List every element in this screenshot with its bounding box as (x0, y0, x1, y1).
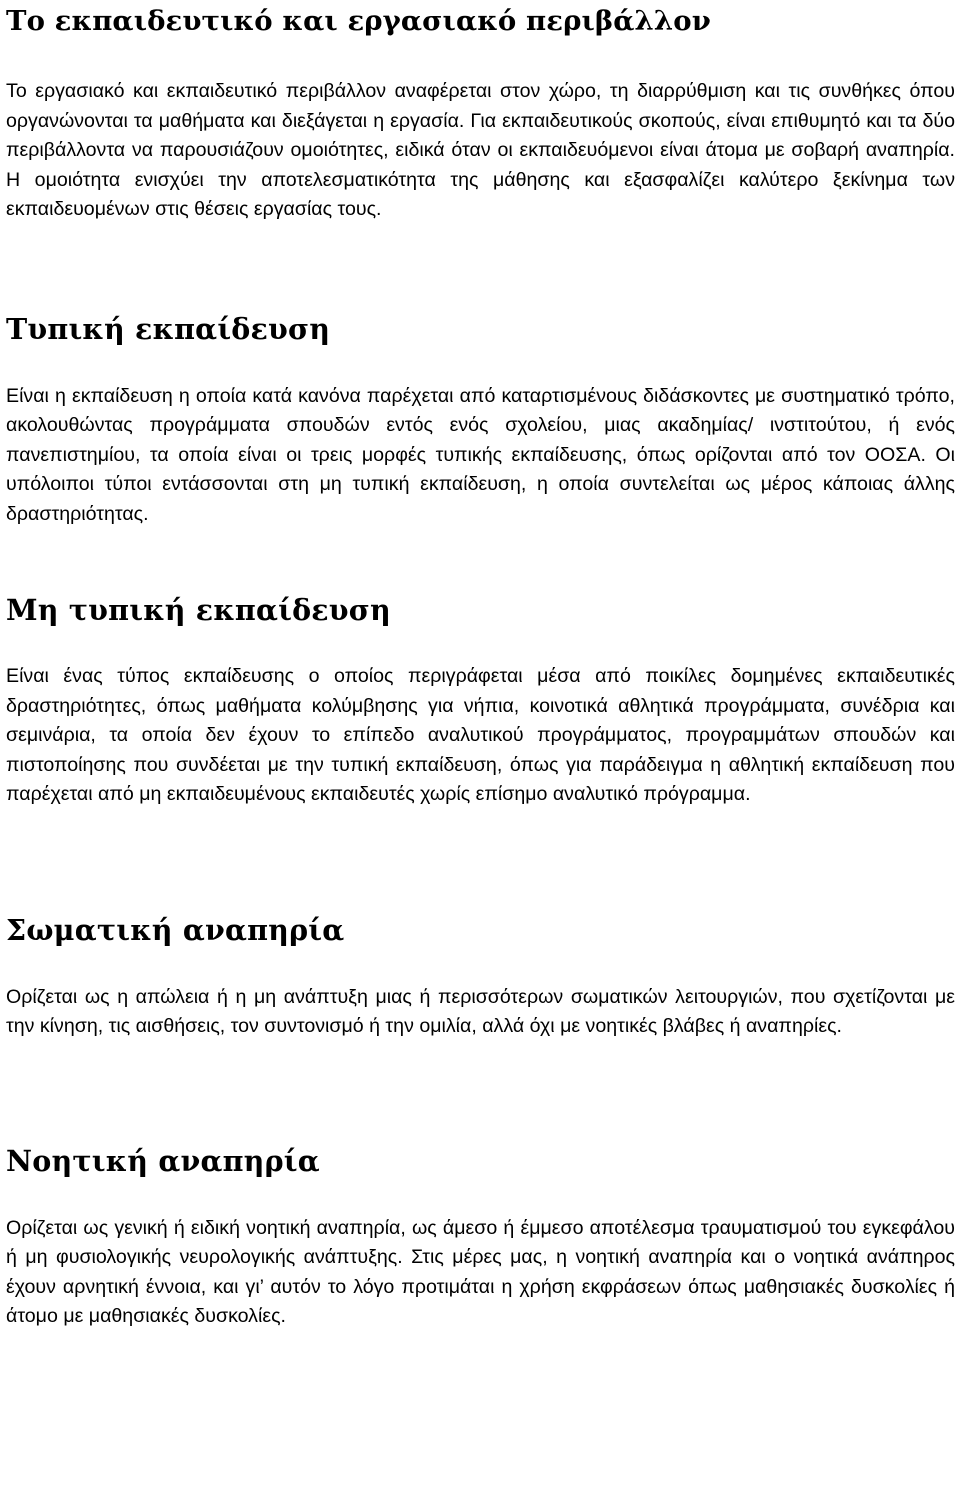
section-heading-physical-disability: Σωματική αναπηρία (6, 912, 345, 947)
section-heading-non-formal-education: Μη τυπική εκπαίδευση (6, 593, 391, 627)
section-paragraph-physical-disability: Ορίζεται ως η απώλεια ή η μη ανάπτυξη μιας ή περισσότερων σωματικών λειτουργιών, που σχετίζονται με την κίνηση, τις αισθήσεις, τον συντονισμό ή την ομιλία, αλλά όχι με νοητικές βλάβες ή αναπηρίες. (6, 985, 955, 1037)
section-heading-formal-education: Τυπική εκπαίδευση (6, 311, 331, 346)
page-title: Το εκπαιδευτικό και εργασιακό περιβάλλον (6, 5, 711, 37)
intro-paragraph: Το εργασιακό και εκπαιδευτικό περιβάλλον αναφέρεται στον χώρο, τη διαρρύθμιση και τις συνθήκες όπου οργανώνονται τα μαθήματα και διεξάγεται η εργασία. Για εκπαιδευτικούς σκοπούς, είναι επιθυμητό και τα δύο περιβάλλοντα να παρουσιάζουν ομοιότητες, ειδικά όταν οι εκπαιδευόμενοι είναι άτομα με σοβαρή αναπηρία. Η ομοιότητα ενισχύει την αποτελεσματικότητα της μάθησης και εξασφαλίζει καλύτερο ξεκίνημα των εκπαιδευομένων στις θέσεις εργασίας τους. (6, 80, 955, 220)
section-paragraph-formal-education: Είναι η εκπαίδευση η οποία κατά κανόνα παρέχεται από καταρτισμένους διδάσκοντες με συστηματικό τρόπο, ακολουθώντας προγράμματα σπουδών εντός ενός σχολείου, μιας ακαδημίας/ ινστιτούτου, ή ενός πανεπιστημίου, τα οποία είναι οι τρεις μορφές τυπικής εκπαίδευσης, όπως ορίζονται από τον ΟΟΣΑ. Οι υπόλοιποι τύποι εντάσσονται στη μη τυπική εκπαίδευση, η οποία συντελείται ως μέρος κάποιας άλλης δραστηριότητας. (6, 384, 955, 525)
section-paragraph-non-formal-education: Είναι ένας τύπος εκπαίδευσης ο οποίος περιγράφεται μέσα από ποικίλες δομημένες εκπαιδευτικές δραστηριότητες, όπως μαθήματα κολύμβησης για νήπια, κοινοτικά αθλητικά προγράμματα, συνέδρια και σεμινάρια, τα οποία δεν έχουν το επίπεδο αναλυτικού προγράμματος, προγραμμάτων σπουδών και πιστοποίησης που συνδέεται με την τυπική εκπαίδευση, όπως για παράδειγμα η αθλητική εκπαίδευση που παρέχεται από μη εκπαιδευμένους εκπαιδευτές χωρίς επίσημο αναλυτικό πρόγραμμα. (6, 665, 955, 805)
section-paragraph-intellectual-disability: Ορίζεται ως γενική ή ειδική νοητική αναπηρία, ως άμεσο ή έμμεσο αποτέλεσμα τραυματισμού του εγκεφάλου ή μη φυσιολογικής νευρολογικής ανάπτυξης. Στις μέρες μας, η νοητική αναπηρία και ο νοητικά ανάπηρος έχουν αρνητική έννοια, και γι’ αυτόν το λόγο προτιμάται η χρήση εκφράσεων όπως μαθησιακές δυσκολίες ή άτομο με μαθησιακές δυσκολίες. (6, 1216, 955, 1327)
document-page (6, 0, 955, 1332)
section-heading-intellectual-disability: Νοητική αναπηρία (6, 1143, 320, 1178)
